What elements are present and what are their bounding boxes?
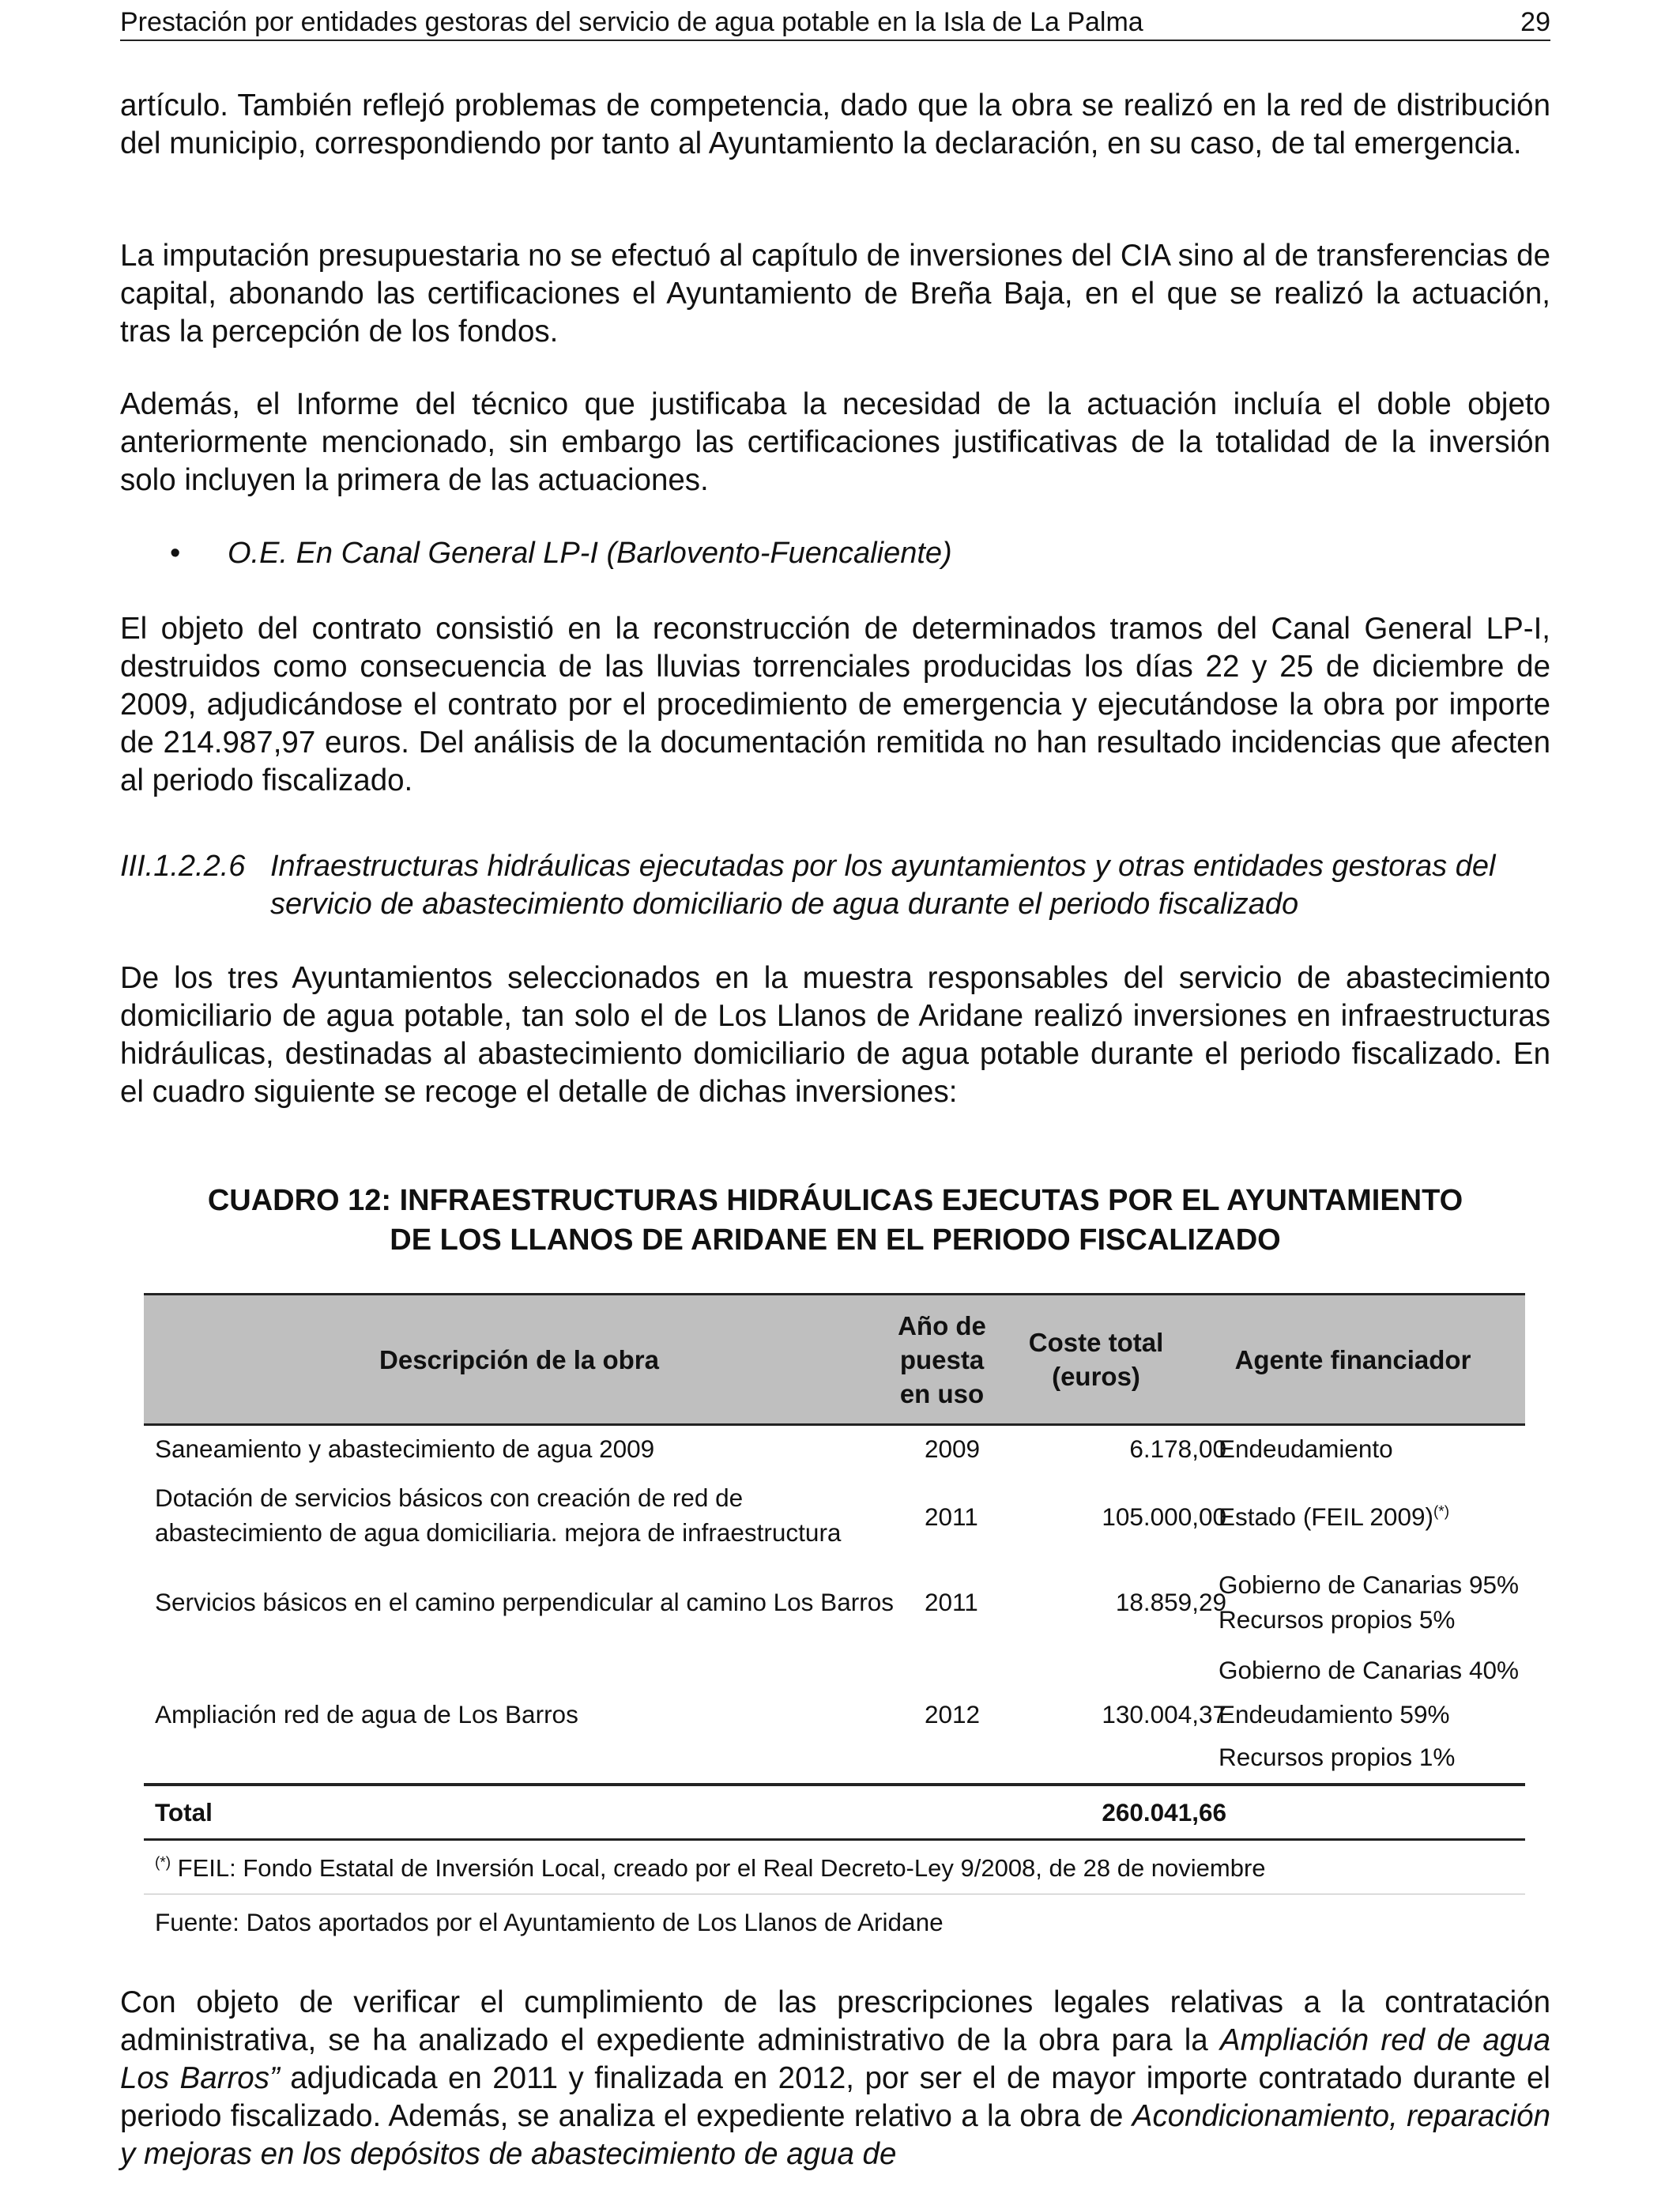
paragraph-3: Además, el Informe del técnico que justificaba la necesidad de la actuación incluía el doble objeto anteriormente mencionado, sin embargo las certificaciones justificativas de la totalidad de la inversión solo incluyen la primera de las actuaciones. [120,387,1550,497]
total-top-rule [144,1783,1525,1786]
cell-agent-line-3: Recursos propios 1% [1219,1743,1456,1771]
paragraph-1: artículo. También reflejó problemas de competencia, dado que la obra se realizó en la red de distribución del municipio, correspondiendo por tanto al Ayuntamiento la declaración, en su caso, de tal emergencia. [120,89,1550,160]
table-source: Fuente: Datos aportados por el Ayuntamiento de Los Llanos de Aridane [155,1908,944,1936]
paragraph-4: El objeto del contrato consistió en la reconstrucción de determinados tramos del Canal General LP-I, destruidos como consecuencia de las lluvias torrenciales producidas los días 22 y 25 de diciembre de 2009, adjudicándose el contrato por el procedimiento de emergencia y ejecutándose la obra por importe de 214.987,97 euros. Del análisis de la documentación remitida no han resultado incidencias que afecten al periodo fiscalizado. [120,612,1550,797]
section-title: Infraestructuras hidráulicas ejecutadas por los ayuntamientos y otras entidades gestoras del servicio de abastecimiento domiciliario de agua durante el periodo fiscalizado [270,850,1496,921]
table-title-line-2: DE LOS LLANOS DE ARIDANE EN EL PERIODO FISCALIZADO [390,1223,1281,1257]
header-cost [1013,1295,1179,1423]
page-header [120,5,1550,41]
cell-agent-line-1: Gobierno de Canarias 40% [1219,1656,1519,1684]
page-number: 29 [1520,7,1550,37]
cell-agent-line-2: Endeudamiento 59% [1219,1700,1450,1728]
table-header [144,1293,1525,1426]
paragraph-6-italic-1: Ampliación red de agua Los Barros” [120,2023,1550,2095]
cell-agent: Endeudamiento [1219,1434,1393,1463]
cell-agent-line-2: Recursos propios 5% [1219,1605,1456,1634]
table-title [120,1181,1550,1260]
cell-year: 2011 [925,1588,978,1616]
paragraph-6-italic-2: Acondicionamiento, reparación y mejoras en los depósitos de abastecimiento de agua de [120,2099,1550,2171]
total-label: Total [155,1798,213,1826]
header-title: Prestación por entidades gestoras del servicio de agua potable en la Isla de La Palma [120,7,1143,37]
paragraph-5: De los tres Ayuntamientos seleccionados en la muestra responsables del servicio de abastecimiento domiciliario de agua potable, tan solo el de Los Llanos de Aridane realizó inversiones en infraestructuras hidráulicas, destinadas al abastecimiento domiciliario de agua potable durante el periodo fiscalizado. En el cuadro siguiente se recoge el detalle de dichas inversiones: [120,961,1550,1109]
table-title-line-1: CUADRO 12: INFRAESTRUCTURAS HIDRÁULICAS EJECUTAS POR EL AYUNTAMIENTO [207,1184,1463,1217]
cell-description: Ampliación red de agua de Los Barros [155,1700,578,1728]
cell-cost: 130.004,37 [1102,1700,1226,1728]
bullet-item-canal-general: O.E. En Canal General LP-I (Barlovento-Fuencaliente) [228,537,952,570]
cell-cost: 6.178,00 [1129,1434,1226,1463]
cell-agent-text: Estado (FEIL 2009) [1219,1502,1433,1531]
header-year-line-1: Año de [898,1310,986,1340]
cell-cost: 18.859,29 [1115,1588,1226,1616]
cell-cost: 105.000,00 [1102,1502,1226,1531]
cell-agent-line-1: Gobierno de Canarias 95% [1219,1570,1519,1599]
cell-description: Servicios básicos en el camino perpendicular al camino Los Barros [155,1588,894,1616]
bullet-marker: • [170,537,181,570]
header-cost-line-1: Coste total [1028,1328,1164,1357]
paragraph-2: La imputación presupuestaria no se efectuó al capítulo de inversiones del CIA sino al de transferencias de capital, abonando las certificaciones el Ayuntamiento de Breña Baja, en el que se realizó la actuación, tras la percepción de los fondos. [120,239,1550,349]
header-cost-line-2: (euros) [1052,1362,1140,1391]
cell-description: Saneamiento y abastecimiento de agua 2009 [155,1434,655,1463]
header-description: Descripción de la obra [379,1344,659,1374]
header-year-line-2: puesta [899,1344,985,1374]
cell-year: 2009 [925,1434,981,1463]
header-agent: Agente financiador [1234,1344,1471,1374]
section-number: III.1.2.2.6 [120,850,246,883]
header-year-line-3: en uso [899,1378,985,1408]
footnote-reference: (*) [1433,1503,1450,1521]
header-year [887,1295,997,1423]
paragraph-6-text-2: adjudicada en 2011 y finalizada en 2012, por ser el de mayor importe contratado durante el periodo fiscalizado. Además, se analiza el expediente relativo a la obra de [120,2061,1550,2133]
paragraph-6-text-1: Con objeto de verificar el cumplimiento de las prescripciones legales relativas a la contratación administrativa, se ha analizado el expediente administrativo de la obra para la [120,1985,1550,2057]
cell-year: 2011 [925,1502,978,1531]
cell-description-line-1: Dotación de servicios básicos con creación de red de [155,1483,744,1512]
table-footnote [155,1853,1266,1884]
paragraph-6 [120,1984,1550,2173]
footnote-text: FEIL: Fondo Estatal de Inversión Local, creado por el Real Decreto-Ley 9/2008, de 28 de noviembre [171,1854,1266,1882]
total-value: 260.041,66 [1102,1798,1226,1826]
cell-description-line-2: abastecimiento de agua domiciliaria. mejora de infraestructura [155,1518,842,1547]
cell-year: 2012 [925,1700,981,1728]
footnote-mark: (*) [155,1854,171,1872]
total-bottom-rule [144,1838,1525,1841]
cell-agent [1219,1500,1449,1533]
